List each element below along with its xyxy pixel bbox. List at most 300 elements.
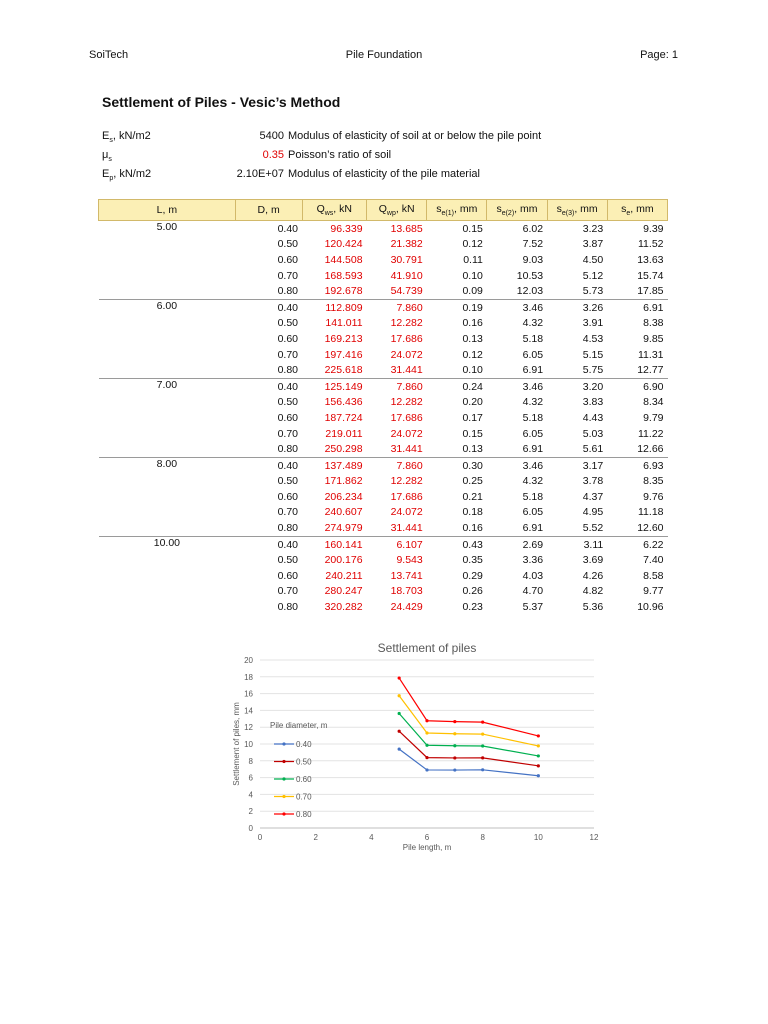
table-row [99,299,668,315]
table-row [99,283,668,299]
table-cell: 0.80 [277,522,298,535]
table-cell: 96.339 [330,222,363,235]
series-line [399,696,538,746]
column-header-se: $s_e$, mm [607,200,667,221]
table-cell: 3.23 [582,222,604,235]
table-cell: 24.072 [390,427,423,440]
table-cell: 6.05 [522,427,544,440]
table-cell: 0.40 [235,299,302,315]
table-cell: 0.19 [427,299,487,315]
table-cell: 7.52 [522,238,544,251]
table-cell: 4.70 [522,585,544,598]
table-cell: 4.50 [582,253,604,266]
y-tick-label: 0 [248,824,253,833]
header-page-number: Page: 1 [640,49,678,61]
table-cell: 0.11 [463,253,483,266]
legend-marker [282,812,285,815]
column-header-se1: $s_{e(1)}$, mm [427,200,487,221]
table-cell: 137.489 [302,457,367,473]
table-cell: 0.10 [462,269,483,282]
table-row [99,221,668,237]
table-cell: 30.791 [390,253,423,266]
table-cell: 6.22 [607,536,667,552]
column-header-qws: $Q_{ws}$, kN [302,200,367,221]
table-cell: 3.46 [487,457,547,473]
table-row [99,568,668,584]
table-row [99,268,668,284]
table-cell: 5.03 [582,427,604,440]
data-point [453,732,456,735]
table-row [99,505,668,521]
table-row [99,520,668,536]
y-tick-label: 18 [244,672,253,682]
table-cell: 3.20 [547,378,607,394]
table-cell: 200.176 [324,554,363,567]
x-tick-label: 12 [589,833,599,842]
table-row [99,584,668,600]
table-cell: 4.32 [522,475,544,488]
table-cell: 4.37 [582,490,604,503]
table-cell: 0.23 [462,601,483,614]
table-cell: 12.282 [390,317,423,330]
table-cell: 3.91 [582,317,604,330]
table-cell: 17.686 [390,332,423,345]
y-tick-label: 12 [244,723,253,733]
table-cell: 13.685 [390,222,423,235]
table-row [99,331,668,347]
table-cell: 11.31 [638,348,664,361]
table-cell: 0.80 [277,443,298,456]
table-cell: 9.03 [522,253,544,266]
param-value: 5400 [259,130,284,142]
data-point [537,774,540,777]
table-cell: 6.91 [522,522,544,535]
table-cell: 3.11 [547,536,607,552]
table-cell: 3.46 [487,299,547,315]
table-row [99,536,668,552]
table-cell: 0.21 [462,490,483,503]
table-cell: 171.862 [324,475,363,488]
table-cell: 225.618 [324,364,363,377]
table-cell: 0.60 [277,569,298,582]
cell-length [99,474,236,490]
table-row [99,441,668,457]
cell-length [99,520,236,536]
x-tick-label: 8 [480,833,485,842]
legend-label: 0.40 [296,740,312,749]
table-cell: 0.70 [277,269,298,282]
table-cell: 10.96 [637,601,664,614]
y-axis-label: Settlement of piles, mm [232,702,241,786]
param-description: Modulus of elasticity of the pile material [288,168,480,180]
table-cell: 192.678 [324,285,363,298]
table-row [99,237,668,253]
legend-marker [282,760,285,763]
table-cell: 5.61 [582,443,604,456]
table-cell: 5.73 [582,285,604,298]
table-cell: 5.18 [522,490,544,503]
table-cell: 8.34 [643,396,664,409]
data-point [481,756,484,759]
table-cell: 9.39 [643,222,664,235]
table-cell: 250.298 [324,443,363,456]
table-cell: 9.85 [643,332,664,345]
table-cell: 11.22 [638,427,664,440]
table-cell: 0.60 [277,332,298,345]
table-cell: 0.40 [235,457,302,473]
cell-length [99,362,236,378]
table-cell: 12.03 [516,285,544,298]
document-title: Settlement of Piles - Vesic’s Method [102,94,341,110]
table-cell: 12.60 [637,522,664,535]
table-cell: 3.83 [582,396,604,409]
x-tick-label: 2 [313,833,318,842]
table-cell: 0.80 [277,285,298,298]
table-cell: 11.18 [638,506,664,519]
table-row [99,395,668,411]
data-point [537,744,540,747]
cell-length [99,410,236,426]
legend-marker [282,777,285,780]
table-cell: 0.70 [277,348,298,361]
table-cell: 120.424 [324,238,363,251]
table-cell: 4.95 [582,506,604,519]
table-body [99,221,668,615]
table-row [99,457,668,473]
table-cell: 240.211 [325,569,363,582]
table-row [99,426,668,442]
table-cell: 3.17 [547,457,607,473]
table-cell: 17.686 [390,490,423,503]
cell-length [99,568,236,584]
table-cell: 10.53 [516,269,544,282]
y-tick-label: 16 [244,689,253,699]
param-value: 2.10E+07 [236,168,284,180]
results-table [98,199,668,615]
table-cell: 6.93 [607,457,667,473]
data-point [398,676,401,679]
param-label: $E_s$, kN/m2 [102,130,151,145]
table-cell: 24.072 [390,506,423,519]
column-header-length: L, m [99,200,236,221]
data-point [537,734,540,737]
y-tick-label: 6 [248,773,253,783]
y-tick-label: 10 [244,740,253,749]
table-cell: 31.441 [390,522,423,535]
cell-length [99,237,236,253]
table-cell: 3.26 [547,299,607,315]
table-cell: 6.91 [607,299,667,315]
table-cell: 6.05 [522,348,544,361]
table-cell: 0.40 [277,222,298,235]
data-point [398,748,401,751]
table-cell: 197.416 [324,348,363,361]
table-cell: 6.02 [522,222,544,235]
legend-title: Pile diameter, m [270,721,328,730]
table-cell: 0.25 [462,475,483,488]
table-cell: 6.91 [522,443,544,456]
table-cell: 0.09 [462,285,483,298]
chart-svg [230,632,610,860]
table-cell: 0.12 [462,238,483,251]
table-cell: 6.05 [522,506,544,519]
param-soil-modulus [102,130,662,146]
data-point [453,744,456,747]
cell-length [99,505,236,521]
table-cell: 5.18 [522,411,544,424]
column-header-se2: $s_{e(2)}$, mm [487,200,547,221]
table-cell: 7.860 [367,457,427,473]
table-row [99,410,668,426]
table-cell: 5.12 [582,269,604,282]
table-cell: 5.18 [522,332,544,345]
table-cell: 280.247 [324,585,363,598]
y-tick-label: 14 [244,706,253,716]
table-cell: 4.32 [522,317,544,330]
table-cell: 54.739 [390,285,423,298]
table-cell: 0.29 [462,569,483,582]
table-cell: 0.80 [277,364,298,377]
table-cell: 0.70 [277,506,298,519]
data-point [425,768,428,771]
table-cell: 4.03 [522,569,544,582]
table-cell: 3.36 [522,554,544,567]
table-cell: 3.78 [582,475,604,488]
table-cell: 0.24 [427,378,487,394]
table-row [99,489,668,505]
table-cell: 5.36 [582,601,604,614]
table-cell: 0.60 [277,490,298,503]
cell-length [99,347,236,363]
table-row [99,316,668,332]
table-cell: 13.741 [390,569,423,582]
table-cell: 0.50 [277,317,298,330]
y-tick-label: 8 [248,756,253,766]
table-cell: 31.441 [390,364,423,377]
data-point [481,721,484,724]
table-cell: 219.011 [325,427,363,440]
table-cell: 5.15 [582,348,604,361]
table-cell: 3.46 [487,378,547,394]
param-description: Modulus of elasticity of soil at or below the pile point [288,130,542,142]
table-cell: 7.860 [367,378,427,394]
table-cell: 24.072 [390,348,423,361]
table-cell: 274.979 [324,522,363,535]
table-cell: 0.16 [462,522,483,535]
table-row [99,347,668,363]
settlement-chart [230,632,610,860]
x-tick-label: 10 [533,833,543,842]
legend-label: 0.70 [296,792,312,802]
data-point [481,768,484,771]
table-cell: 12.282 [390,475,423,488]
x-tick-label: 0 [257,833,263,842]
series-line [399,714,538,756]
table-cell: 0.13 [462,443,483,456]
column-header-diameter: D, m [235,200,302,221]
table-cell: 0.15 [462,222,483,235]
table-cell: 0.40 [235,536,302,552]
table-cell: 5.75 [582,364,604,377]
table-cell: 3.69 [582,554,604,567]
table-cell: 0.10 [462,364,483,377]
table-cell: 0.13 [462,332,483,345]
table-cell: 0.16 [462,317,483,330]
cell-length: 6.00 [99,299,236,315]
table-cell: 112.809 [302,299,367,315]
table-cell: 0.70 [277,585,298,598]
table-cell: 206.234 [324,490,363,503]
table-cell: 8.38 [643,317,664,330]
table-cell: 5.37 [522,601,544,614]
legend-label: 0.80 [296,810,312,819]
table-cell: 0.20 [462,396,483,409]
legend-marker [282,795,285,798]
table-cell: 187.724 [324,411,363,424]
param-pile-modulus [102,168,662,184]
table-cell: 5.52 [582,522,604,535]
table-cell: 7.40 [643,554,664,567]
data-point [398,730,401,733]
table-header-row [99,200,668,221]
cell-length: 8.00 [99,457,236,473]
data-point [398,694,401,697]
table-cell: 4.82 [582,585,604,598]
table-cell: 9.76 [643,490,664,503]
cell-length [99,316,236,332]
table-cell: 0.50 [277,554,298,567]
y-tick-label: 4 [248,790,253,800]
table-cell: 6.107 [367,536,427,552]
data-point [425,756,428,759]
data-point [398,712,401,715]
table-cell: 3.87 [582,238,604,251]
cell-length [99,331,236,347]
table-row [99,474,668,490]
table-cell: 12.282 [390,396,423,409]
data-point [453,768,456,771]
table-cell: 0.40 [235,378,302,394]
param-value: 0.35 [262,149,284,161]
cell-length [99,552,236,568]
column-header-qwp: $Q_{wp}$, kN [367,200,427,221]
table-cell: 0.60 [277,411,298,424]
data-point [425,731,428,734]
table-cell: 0.50 [277,238,298,251]
table-row [99,378,668,394]
table-row [99,252,668,268]
table-cell: 9.77 [643,585,664,598]
y-tick-label: 2 [248,807,253,817]
table-cell: 0.60 [277,253,298,266]
table-cell: 31.441 [390,443,423,456]
table-cell: 18.703 [390,585,423,598]
table-row [99,362,668,378]
table-cell: 169.213 [324,332,363,345]
table-cell: 6.90 [607,378,667,394]
chart-title: Settlement of piles [377,641,477,655]
data-point [453,720,456,723]
legend-label: 0.60 [296,775,312,784]
table-cell: 0.30 [427,457,487,473]
table-cell: 17.686 [390,411,423,424]
table-cell: 144.508 [324,253,363,266]
header-title: Pile Foundation [345,49,423,61]
table-cell: 4.26 [582,569,604,582]
cell-length [99,395,236,411]
table-cell: 0.35 [462,554,483,567]
x-tick-label: 4 [369,833,374,842]
data-point [537,764,540,767]
header-company: SoiTech [89,49,129,61]
param-label: $\mu_s$ [102,149,112,164]
table-cell: 7.860 [367,299,427,315]
table-cell: 0.50 [277,475,298,488]
table-cell: 13.63 [637,253,664,266]
table-cell: 9.543 [396,554,423,567]
cell-length [99,584,236,600]
table-cell: 141.011 [325,317,363,330]
table-cell: 156.436 [324,396,363,409]
table-cell: 320.282 [324,601,363,614]
table-cell: 8.35 [643,475,664,488]
table-cell: 0.12 [462,348,483,361]
table-cell: 9.79 [643,411,664,424]
table-cell: 4.53 [582,332,604,345]
table-cell: 0.80 [277,601,298,614]
table-cell: 4.32 [522,396,544,409]
table-cell: 15.74 [637,269,664,282]
table-cell: 8.58 [643,569,664,582]
table-cell: 12.66 [637,443,664,456]
table-cell: 2.69 [487,536,547,552]
data-point [537,754,540,757]
table-cell: 6.91 [522,364,544,377]
param-poisson-ratio [102,149,662,165]
table-cell: 168.593 [324,269,363,282]
table-cell: 21.382 [390,238,423,251]
cell-length [99,599,236,615]
table-row [99,599,668,615]
data-point [481,732,484,735]
cell-length: 5.00 [156,221,178,233]
param-description: Poisson’s ratio of soil [288,149,392,161]
x-tick-label: 6 [424,833,430,842]
x-axis-label: Pile length, m [402,843,452,852]
legend-marker [282,742,285,745]
cell-length [99,268,236,284]
table-cell: 0.18 [462,506,483,519]
cell-length [99,252,236,268]
table-cell: 0.26 [462,585,483,598]
y-tick-label: 20 [244,656,253,665]
table-cell: 0.15 [462,427,483,440]
cell-length [99,283,236,299]
legend-label: 0.50 [296,757,312,767]
table-cell: 0.43 [427,536,487,552]
data-point [425,719,428,722]
table-cell: 0.17 [462,411,483,424]
table-cell: 0.70 [277,427,298,440]
table-cell: 12.77 [637,364,664,377]
table-cell: 11.52 [638,238,664,251]
table-cell: 4.43 [582,411,604,424]
table-cell: 160.141 [302,536,367,552]
cell-length [99,489,236,505]
cell-length: 7.00 [99,378,236,394]
table-cell: 125.149 [302,378,367,394]
table-cell: 17.85 [637,285,664,298]
